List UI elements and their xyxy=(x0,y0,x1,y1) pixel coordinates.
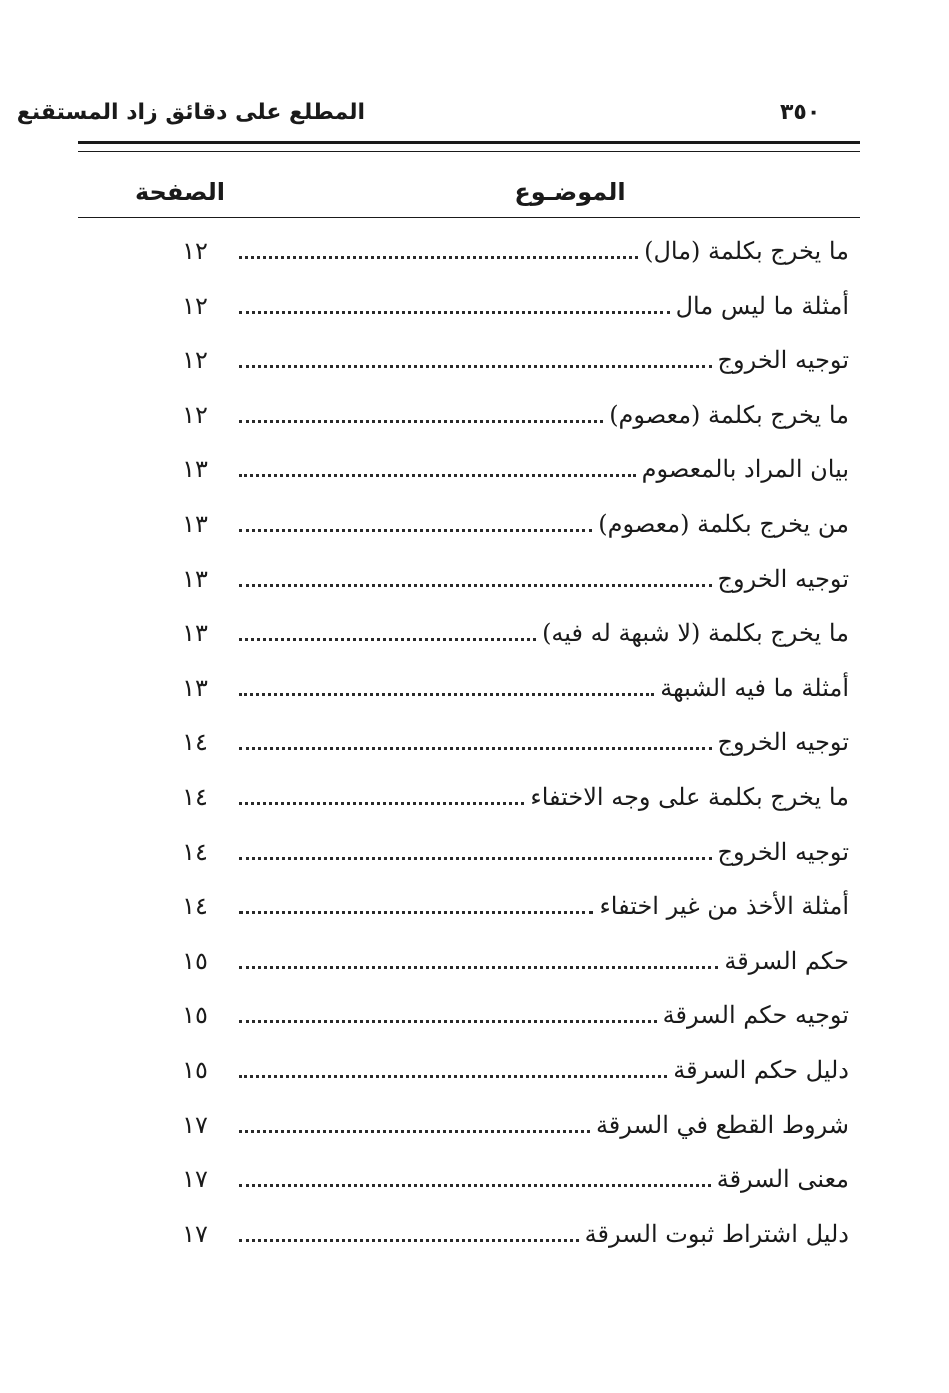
toc-entry-page-number: ١٤ xyxy=(182,782,208,811)
toc-entry-topic xyxy=(239,1217,849,1251)
header-title: المطلع على دقائق زاد المستقنع xyxy=(16,100,365,125)
toc-entry-topic xyxy=(239,725,849,759)
column-heading-rule xyxy=(78,217,860,218)
toc-entry-title: توجيه الخروج xyxy=(712,562,849,596)
toc-entry-topic xyxy=(239,616,849,650)
toc-entry xyxy=(0,827,949,882)
header-page-number: ٣٥٠ xyxy=(780,100,821,125)
toc-entry-topic xyxy=(239,1108,849,1142)
header-rule-thick xyxy=(78,141,860,144)
toc-entry-page-number: ١٧ xyxy=(182,1219,208,1248)
dot-leader xyxy=(239,420,603,423)
toc-entry xyxy=(0,936,949,991)
toc-entry-topic xyxy=(239,835,849,869)
toc-entry xyxy=(0,663,949,718)
toc-entry-page-number: ١٢ xyxy=(182,346,208,375)
toc-entry xyxy=(0,390,949,445)
toc-entry xyxy=(0,1100,949,1155)
toc-entry xyxy=(0,772,949,827)
toc-entry-title: توجيه الخروج xyxy=(712,725,849,759)
toc-entry-title: ما يخرج بكلمة (لا شبهة له فيه) xyxy=(536,616,849,650)
dot-leader xyxy=(239,966,718,969)
toc-entry-topic xyxy=(239,889,849,923)
toc-entry xyxy=(0,1154,949,1209)
column-heading-page: الصفحة xyxy=(134,178,225,206)
toc-entry-topic xyxy=(239,507,849,541)
toc-entry-title: أمثلة ما فيه الشبهة xyxy=(654,671,849,705)
toc-entry-topic xyxy=(239,289,849,323)
dot-leader xyxy=(239,857,712,860)
toc-entry-page-number: ١٣ xyxy=(182,455,208,484)
toc-entry-title: حكم السرقة xyxy=(718,944,849,978)
toc-entry xyxy=(0,226,949,281)
toc-entry-title: توجيه الخروج xyxy=(712,343,849,377)
toc-entry-topic xyxy=(239,562,849,596)
toc-entry-page-number: ١٤ xyxy=(182,728,208,757)
dot-leader xyxy=(239,256,638,259)
toc-entry-page-number: ١٢ xyxy=(182,291,208,320)
toc-entry-title: بيان المراد بالمعصوم xyxy=(636,452,849,486)
toc-entry-page-number: ١٤ xyxy=(182,837,208,866)
dot-leader xyxy=(239,1239,579,1242)
toc-entry-title: ما يخرج بكلمة على وجه الاختفاء xyxy=(524,780,849,814)
toc-entry xyxy=(0,608,949,663)
dot-leader xyxy=(239,802,524,805)
toc-entry-title: معنى السرقة xyxy=(711,1162,849,1196)
dot-leader xyxy=(239,1075,667,1078)
header-rule-thin xyxy=(78,151,860,152)
running-header xyxy=(16,98,860,138)
toc-entry-topic xyxy=(239,234,849,268)
toc-entry-title: دليل حكم السرقة xyxy=(667,1053,849,1087)
toc-entry-page-number: ١٤ xyxy=(182,892,208,921)
dot-leader xyxy=(239,1184,711,1187)
dot-leader xyxy=(239,365,712,368)
toc-entry xyxy=(0,499,949,554)
dot-leader xyxy=(239,474,636,477)
toc-entry-page-number: ١٣ xyxy=(182,619,208,648)
toc-entry xyxy=(0,717,949,772)
toc-list xyxy=(0,226,949,1263)
toc-entry-page-number: ١٥ xyxy=(182,946,208,975)
toc-entry-page-number: ١٧ xyxy=(182,1165,208,1194)
toc-entry-title: دليل اشتراط ثبوت السرقة xyxy=(579,1217,849,1251)
toc-entry-topic xyxy=(239,343,849,377)
toc-entry-topic xyxy=(239,944,849,978)
toc-entry xyxy=(0,881,949,936)
dot-leader xyxy=(239,311,670,314)
toc-entry xyxy=(0,1045,949,1100)
dot-leader xyxy=(239,747,712,750)
dot-leader xyxy=(239,1020,657,1023)
column-heading-topic: الموضـوع xyxy=(514,178,626,206)
toc-entry xyxy=(0,281,949,336)
toc-entry-title: من يخرج بكلمة (معصوم) xyxy=(592,507,849,541)
dot-leader xyxy=(239,1130,590,1133)
toc-entry-title: شروط القطع في السرقة xyxy=(590,1108,849,1142)
toc-entry-page-number: ١٣ xyxy=(182,564,208,593)
dot-leader xyxy=(239,693,654,696)
dot-leader xyxy=(239,911,593,914)
dot-leader xyxy=(239,584,712,587)
toc-entry xyxy=(0,335,949,390)
toc-entry-page-number: ١٧ xyxy=(182,1110,208,1139)
toc-entry-title: أمثلة الأخذ من غير اختفاء xyxy=(593,889,849,923)
toc-entry-title: ما يخرج بكلمة (معصوم) xyxy=(603,398,849,432)
toc-entry-page-number: ١٥ xyxy=(182,1055,208,1084)
toc-entry-page-number: ١٣ xyxy=(182,509,208,538)
toc-entry-topic xyxy=(239,398,849,432)
toc-entry-topic xyxy=(239,998,849,1032)
toc-entry-topic xyxy=(239,452,849,486)
toc-entry-topic xyxy=(239,671,849,705)
toc-entry-page-number: ١٣ xyxy=(182,673,208,702)
toc-entry xyxy=(0,1209,949,1264)
toc-entry xyxy=(0,554,949,609)
dot-leader xyxy=(239,529,592,532)
dot-leader xyxy=(239,638,536,641)
toc-entry-topic xyxy=(239,1162,849,1196)
toc-entry-title: توجيه حكم السرقة xyxy=(657,998,849,1032)
toc-entry-title: توجيه الخروج xyxy=(712,835,849,869)
toc-entry-topic xyxy=(239,780,849,814)
toc-entry-page-number: ١٢ xyxy=(182,237,208,265)
toc-entry-title: أمثلة ما ليس مال xyxy=(670,289,849,323)
toc-entry-page-number: ١٢ xyxy=(182,400,208,429)
toc-entry xyxy=(0,990,949,1045)
toc-entry-page-number: ١٥ xyxy=(182,1001,208,1030)
toc-entry-title: ما يخرج بكلمة (مال) xyxy=(638,234,849,268)
toc-entry-topic xyxy=(239,1053,849,1087)
toc-entry xyxy=(0,444,949,499)
